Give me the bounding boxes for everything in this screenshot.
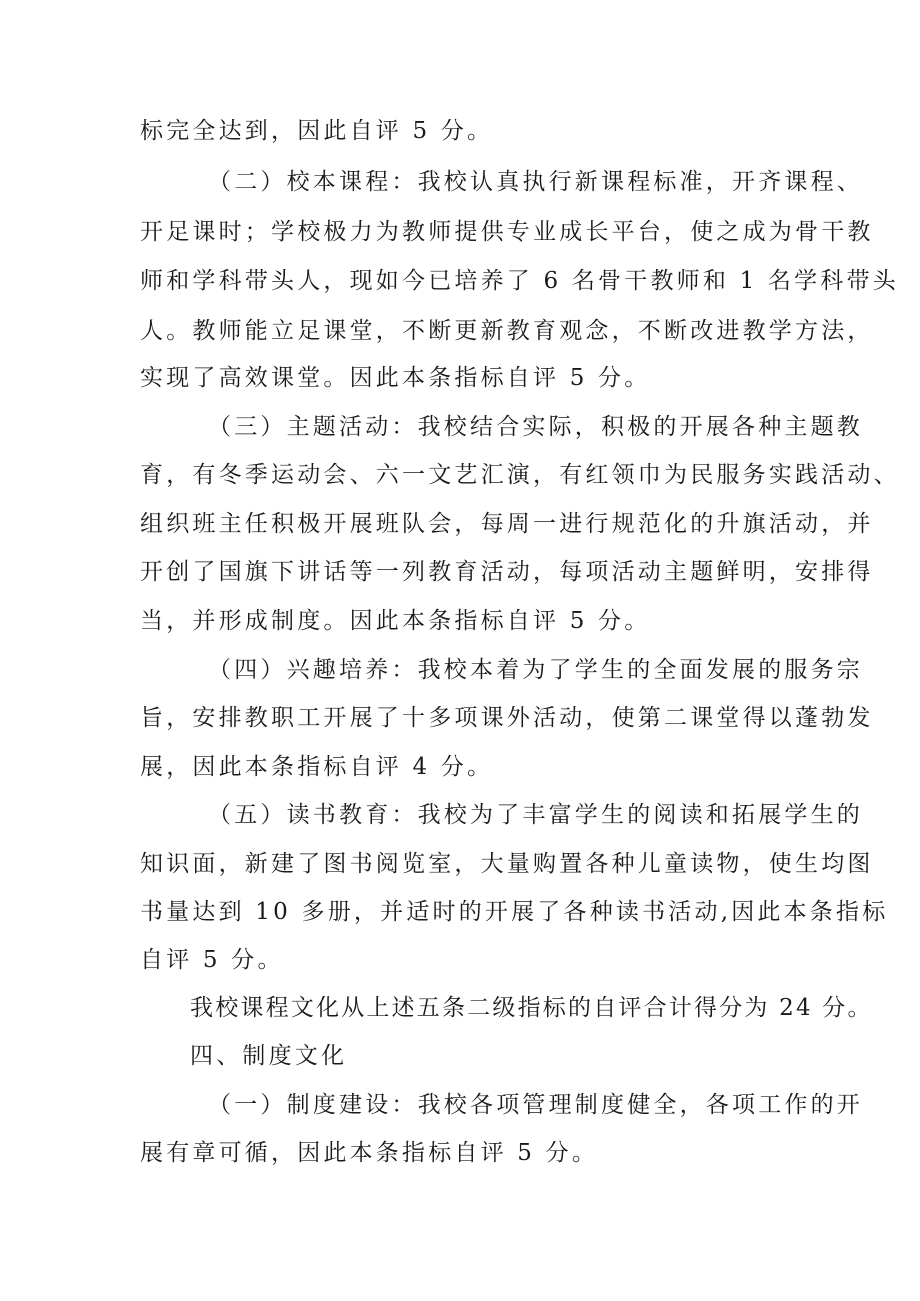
- text-line: 展，因此本条指标自评 4 分。: [140, 754, 494, 780]
- text-line: 自评 5 分。: [140, 947, 284, 973]
- text-line: 知识面，新建了图书阅览室，大量购置各种儿童读物，使生均图: [140, 851, 874, 877]
- section-heading: 四、制度文化: [190, 1043, 348, 1069]
- text-line: 组织班主任积极开展班队会，每周一进行规范化的升旗活动，并: [140, 511, 874, 537]
- text-line: （二）校本课程：我校认真执行新课程标准，开齐课程、: [208, 169, 863, 195]
- text-line: （三）主题活动：我校结合实际，积极的开展各种主题教: [208, 414, 863, 440]
- text-line: 旨，安排教职工开展了十多项课外活动，使第二课堂得以蓬勃发: [140, 705, 874, 731]
- text-line: 开创了国旗下讲话等一列教育活动，每项活动主题鲜明，安排得: [140, 559, 874, 585]
- text-line: 开足课时；学校极力为教师提供专业成长平台，使之成为骨干教: [140, 219, 874, 245]
- text-line: 我校课程文化从上述五条二级指标的自评合计得分为 24 分。: [190, 995, 873, 1021]
- text-line: 展有章可循，因此本条指标自评 5 分。: [140, 1140, 599, 1166]
- text-line: 师和学科带头人，现如今已培养了 6 名骨干教师和 1 名学科带头: [140, 268, 899, 294]
- text-line: 人。教师能立足课堂，不断更新教育观念，不断改进教学方法，: [140, 318, 874, 344]
- text-line: 书量达到 10 多册，并适时的开展了各种读书活动,因此本条指标: [140, 899, 889, 925]
- text-line: （一）制度建设：我校各项管理制度健全，各项工作的开: [208, 1092, 863, 1118]
- text-line: （五）读书教育：我校为了丰富学生的阅读和拓展学生的: [208, 802, 863, 828]
- text-line: 当，并形成制度。因此本条指标自评 5 分。: [140, 608, 651, 634]
- text-line: 实现了高效课堂。因此本条指标自评 5 分。: [140, 365, 651, 391]
- text-line: 标完全达到，因此自评 5 分。: [140, 118, 494, 144]
- text-line: 育，有冬季运动会、六一文艺汇演，有红领巾为民服务实践活动、: [140, 462, 900, 488]
- text-line: （四）兴趣培养：我校本着为了学生的全面发展的服务宗: [208, 657, 863, 683]
